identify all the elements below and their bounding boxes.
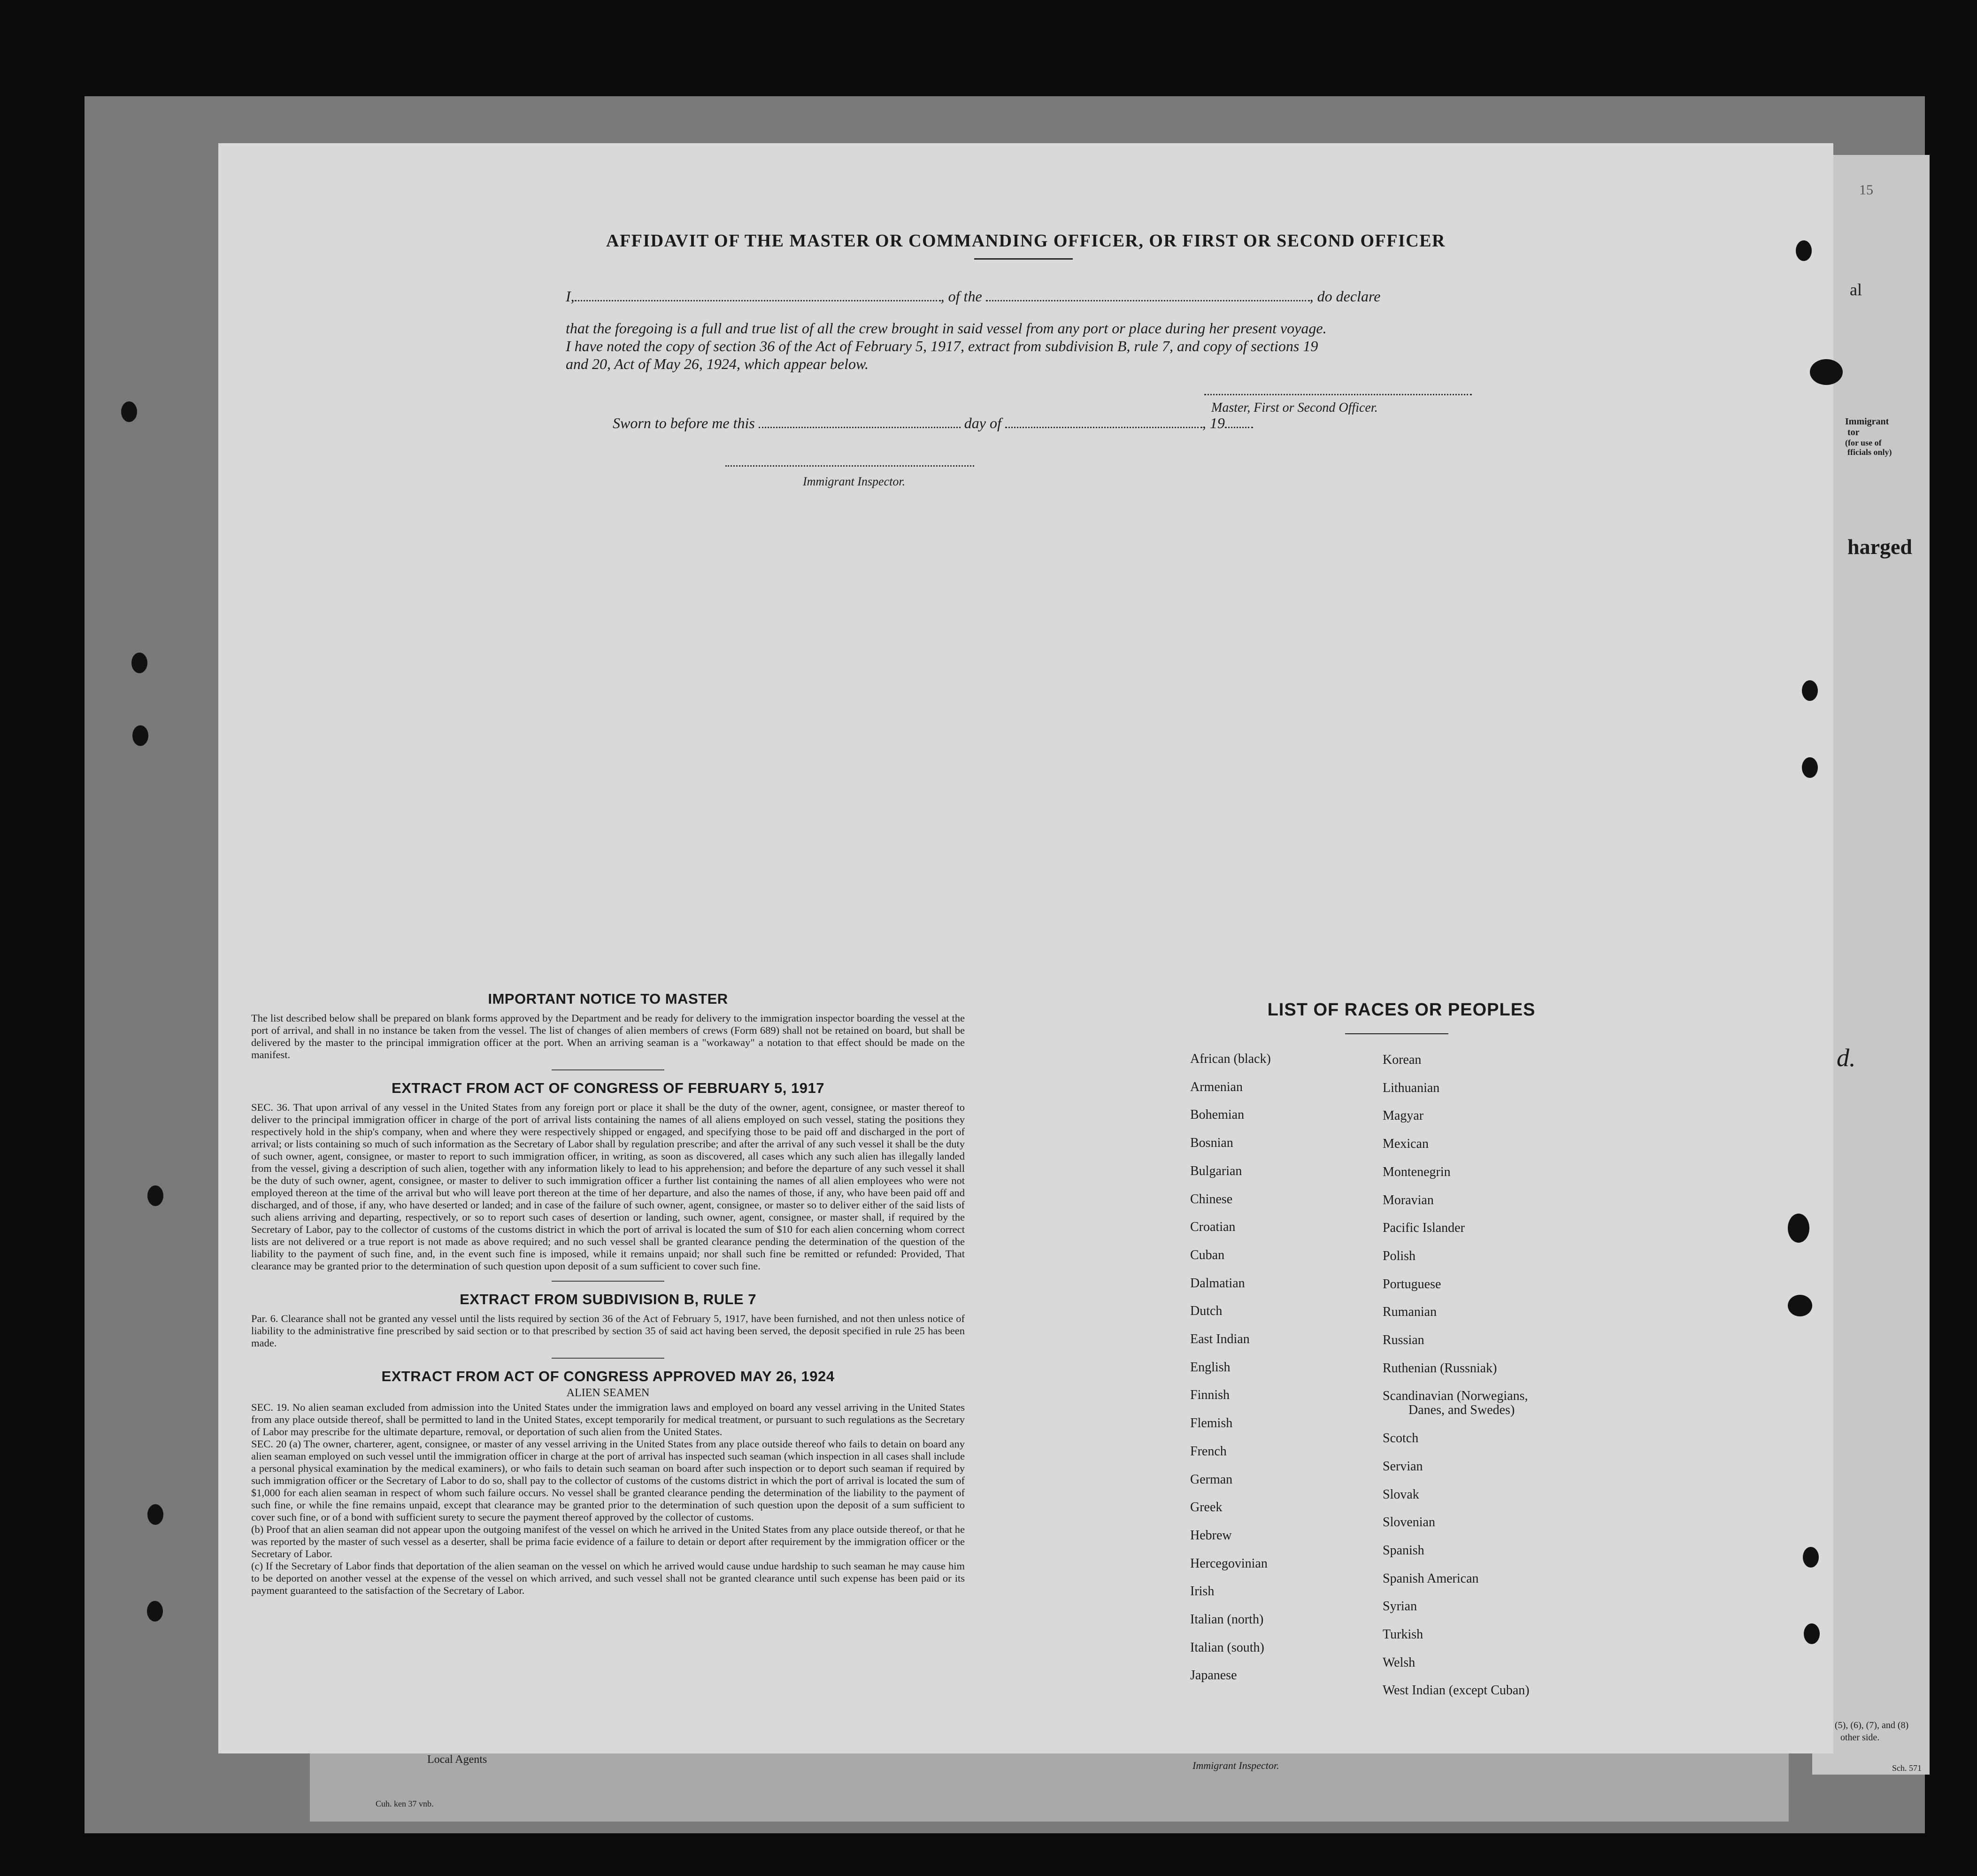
name-blank [575, 300, 941, 301]
binder-hole [121, 401, 137, 422]
race-item: Hercegovinian [1190, 1556, 1268, 1571]
edge-al: al [1850, 280, 1862, 299]
sec20c-text: (c) If the Secretary of Labor finds that deportation of the alien seaman on the vessel on which he arrived would cause undue hardship to such seaman he may cause him to be deported on another vessel at the expense of the vessel on which arrived, and such vessel shall not be granted clearance until such expense has been paid or its payment guaranteed to the satisfaction of the Secretary of Labor. [251, 1560, 965, 1596]
inspector-signature-label: Immigrant Inspector. [803, 475, 906, 488]
divider [552, 1358, 664, 1359]
race-item: Chinese [1190, 1192, 1233, 1207]
race-item: Italian (north) [1190, 1612, 1264, 1627]
race-item: Magyar [1383, 1108, 1424, 1123]
edge-sch: Sch. 571 [1892, 1763, 1922, 1773]
race-item: English [1190, 1360, 1231, 1375]
edge-charged: harged [1847, 535, 1912, 559]
race-item: Italian (south) [1190, 1640, 1264, 1655]
page-number: 15 [1859, 182, 1873, 198]
year-text: , 19 [1202, 415, 1225, 431]
race-item: Mexican [1383, 1137, 1429, 1152]
sworn-line [613, 415, 1253, 432]
race-item: Spanish American [1383, 1571, 1479, 1586]
race-item: Croatian [1190, 1220, 1236, 1235]
affidavit-sheet [218, 143, 1833, 1753]
race-item: Ruthenian (Russniak) [1383, 1361, 1497, 1376]
race-item: Rumanian [1383, 1305, 1437, 1320]
edge-officials: fficials only) [1847, 447, 1892, 457]
binder-hole [131, 653, 147, 673]
affidavit-line3: I have noted the copy of section 36 of the Act of February 5, 1917, extract from subdivision B, rule 7, and copy of sections 19 [566, 338, 1318, 354]
race-item: Lithuanian [1383, 1080, 1440, 1095]
race-item: West Indian (except Cuban) [1383, 1683, 1530, 1698]
edge-immigrant: Immigrant [1845, 416, 1889, 427]
extract-1917-title: EXTRACT FROM ACT OF CONGRESS OF FEBRUARY 5, 1917 [392, 1080, 824, 1096]
torn-hole [1788, 1295, 1812, 1316]
declare-text: , do declare [1309, 288, 1381, 305]
race-item: Flemish [1190, 1416, 1233, 1431]
title-rule [974, 258, 1073, 260]
race-item: Hebrew [1190, 1528, 1232, 1543]
race-item: Spanish [1383, 1543, 1424, 1558]
edge-note1: (5), (6), (7), and (8) [1835, 1720, 1909, 1730]
rule7-text: Par. 6. Clearance shall not be granted any vessel until the lists required by section 36 of the Act of February 5, 1917, have been furnished, and not then unless notice of liability to the administrative fine prescribed by said section or to that prescribed by section 35 of said act having been served, the deposit specified in rule 25 has been made. [251, 1313, 965, 1349]
race-item: Polish [1383, 1248, 1416, 1263]
binder-hole [132, 725, 148, 746]
torn-hole [1810, 359, 1843, 385]
binder-hole [147, 1504, 163, 1525]
race-item: Armenian [1190, 1079, 1243, 1094]
sec19-text: SEC. 19. No alien seaman excluded from admission into the United States under the immigration laws and employed on board any vessel arriving in the United States from any place outside thereof, shall be permitted to land in the United States, except temporarily for medical treatment, or pursuant to such regulations as the Secretary of Labor may prescribe for the ultimate departure, removal, or deportation of such alien from the United States. [251, 1401, 965, 1438]
race-item: Japanese [1190, 1668, 1237, 1683]
left-column [251, 991, 965, 1597]
race-item: Bulgarian [1190, 1163, 1242, 1178]
race-item: Finnish [1190, 1388, 1230, 1403]
race-item: Portuguese [1383, 1276, 1441, 1292]
race-item: German [1190, 1472, 1233, 1487]
affidavit-line1 [566, 288, 1380, 305]
inspector-signature-line [725, 465, 974, 467]
edge-for-use: (for use of [1845, 438, 1882, 447]
edge-d: d. [1837, 1044, 1856, 1072]
edge-tor: tor [1847, 427, 1860, 438]
race-item: Bohemian [1190, 1107, 1245, 1123]
race-item: African (black) [1190, 1052, 1271, 1066]
binder-hole [1796, 240, 1812, 261]
race-item: Welsh [1383, 1655, 1415, 1670]
race-item: Dalmatian [1190, 1276, 1245, 1291]
torn-hole [1788, 1214, 1809, 1243]
year-blank [1225, 426, 1253, 428]
sworn-text: Sworn to before me this [613, 415, 755, 431]
race-item: Pacific Islander [1383, 1221, 1465, 1236]
race-item: Cuban [1190, 1247, 1225, 1262]
divider [552, 1281, 664, 1282]
races-rule [1345, 1033, 1448, 1034]
binder-hole [147, 1185, 163, 1206]
race-item: Turkish [1383, 1627, 1423, 1642]
race-item: Bosnian [1190, 1136, 1233, 1151]
race-item: Russian [1383, 1333, 1424, 1347]
race-item: Danes, and Swedes) [1408, 1403, 1515, 1418]
race-item: Moravian [1383, 1192, 1434, 1207]
affidavit-line2: that the foregoing is a full and true list of all the crew brought in said vessel from any port or place during her present voyage. [566, 320, 1327, 337]
race-item: Servian [1383, 1459, 1423, 1474]
binder-hole [1802, 757, 1818, 778]
binder-hole [1802, 680, 1818, 701]
extract-1924-subtitle: ALIEN SEAMEN [566, 1387, 650, 1399]
race-item: French [1190, 1444, 1227, 1459]
month-blank [1005, 426, 1202, 428]
of-the-text: , of the [940, 288, 982, 305]
affidavit-line4: and 20, Act of May 26, 1924, which appear below. [566, 355, 869, 372]
bottom-inspector: Immigrant Inspector. [1192, 1760, 1279, 1771]
master-signature-line [1204, 394, 1472, 395]
sec20b-text: (b) Proof that an alien seaman did not appear upon the outgoing manifest of the vessel on which he arrived in the United States from any place outside thereof, or that he was reported by the master of such vessel as a deserter, shall be prima facie evidence of a failure to detain or deport after requirement by the immigration officer or the Secretary of Labor. [251, 1523, 965, 1560]
notice-title: IMPORTANT NOTICE TO MASTER [488, 991, 728, 1007]
divider [552, 1069, 664, 1070]
form-code: Cuh. ken 37 vnb. [376, 1799, 434, 1808]
binder-hole [1804, 1623, 1820, 1644]
race-item: Syrian [1383, 1599, 1417, 1614]
edge-note2: other side. [1840, 1732, 1880, 1743]
extract-1917-text: SEC. 36. That upon arrival of any vessel in the United States from any foreign port or place it shall be the duty of the owner, agent, consignee, or master thereof to deliver to the principal immigration officer in charge of the port of arrival lists containing the names of all aliens employed on such vessel, stating the positions they respectively hold in the ship's company, when and where they were respectively shipped or engaged, and specifying those to be paid off and discharged in the port of arrival; or lists containing so much of such information as the Secretary of Labor shall by regulation prescribe; and after the arrival of any such vessel it shall be the duty of such owner, agent, consignee, or master to report to such immigration officer, in writing, as soon as discovered, all cases which any such alien has illegally landed from the vessel, giving a description of such alien, together with any information likely to lead to his apprehension; and before the departure of any such vessel it shall be the duty of such owner, agent, consignee, or master to deliver to such immigration officer a further list containing the names of all alien employees who were not employed thereon at the time of the arrival but who will leave port thereon at the time of her departure, and also the names of those, if any, who have been paid off and discharged, and of those, if any, who have deserted or landed; and in case of the failure of such owner, agent, consignee, or master so to deliver either of the said lists of such aliens arriving and departing, respectively, or so to report such cases of desertion or landing, such owner, agent, consignee, or master shall, if required by the Secretary of Labor, pay to the collector of customs of the customs district in which the port of arrival is located the sum of $10 for each alien concerning whom correct lists are not delivered or a true report is not made as above required; and no such vessel shall be granted clearance pending the determination of the question of the liability to the payment of such fine, and, in the event such fine is imposed, while it remains unpaid; nor shall such fine be remitted or refunded: Provided, That clearance may be granted prior to the determination of such question upon deposit of a sum sufficient to cover such fine. [251, 1101, 965, 1272]
binder-hole [147, 1601, 163, 1622]
day-blank [759, 426, 961, 428]
affidavit-title: AFFIDAVIT OF THE MASTER OR COMMANDING OFFICER, OR FIRST OR SECOND OFFICER [606, 231, 1446, 251]
sec20a-text: SEC. 20 (a) The owner, charterer, agent, consignee, or master of any vessel arriving in the United States from any place outside thereof who fails to detain on board any alien seaman employed on such vessel until the immigration officer in charge at the port of arrival has inspected such seaman (which inspection in all cases shall include a personal physical examination by the medical examiners), or who fails to detain such seaman on board after such inspection or to deport such seaman if required by such immigration officer or the Secretary of Labor to do so, shall pay to the collector of customs of the customs district in which the port of arrival is located the sum of $1,000 for each alien seaman in respect of whom such failure occurs. No vessel shall be granted clearance pending the determination of the liability to the payment of such fine, or while the fine remains unpaid, except that clearance may be granted prior to the determination of such question upon the deposit of a sum sufficient to cover such fine, or of a bond with sufficient surety to secure the payment thereof approved by the collector of customs. [251, 1438, 965, 1523]
race-item: Irish [1190, 1584, 1215, 1599]
extract-1924-title: EXTRACT FROM ACT OF CONGRESS APPROVED MAY 26, 1924 [381, 1368, 835, 1384]
race-item: Scandinavian (Norwegians, [1383, 1389, 1528, 1404]
race-item: Scotch [1383, 1431, 1419, 1446]
master-signature-label: Master, First or Second Officer. [1211, 400, 1378, 415]
i-text: I, [566, 288, 575, 305]
race-item: Dutch [1190, 1304, 1223, 1319]
races-title: LIST OF RACES OR PEOPLES [1267, 1000, 1536, 1020]
race-item: Montenegrin [1383, 1164, 1451, 1179]
race-item: East Indian [1190, 1332, 1250, 1346]
day-of-text: day of [964, 415, 1001, 431]
race-item: Korean [1383, 1053, 1422, 1067]
rule7-title: EXTRACT FROM SUBDIVISION B, RULE 7 [460, 1291, 756, 1307]
race-item: Greek [1190, 1500, 1223, 1515]
race-item: Slovak [1383, 1487, 1419, 1502]
vessel-blank [986, 300, 1310, 301]
agents-label: Local Agents [427, 1753, 487, 1766]
notice-text: The list described below shall be prepared on blank forms approved by the Department and be ready for delivery to the immigration inspector boarding the vessel at the port of arrival, and shall in no instance be taken from the vessel. The list of changes of alien members of crews (Form 689) shall not be retained on board, but shall be delivered by the master to the principal immigration officer at the port. When an arriving seaman is a "workaway" a notation to that effect should be made on the manifest. [251, 1012, 965, 1061]
race-item: Slovenian [1383, 1515, 1435, 1530]
binder-hole [1803, 1547, 1819, 1568]
